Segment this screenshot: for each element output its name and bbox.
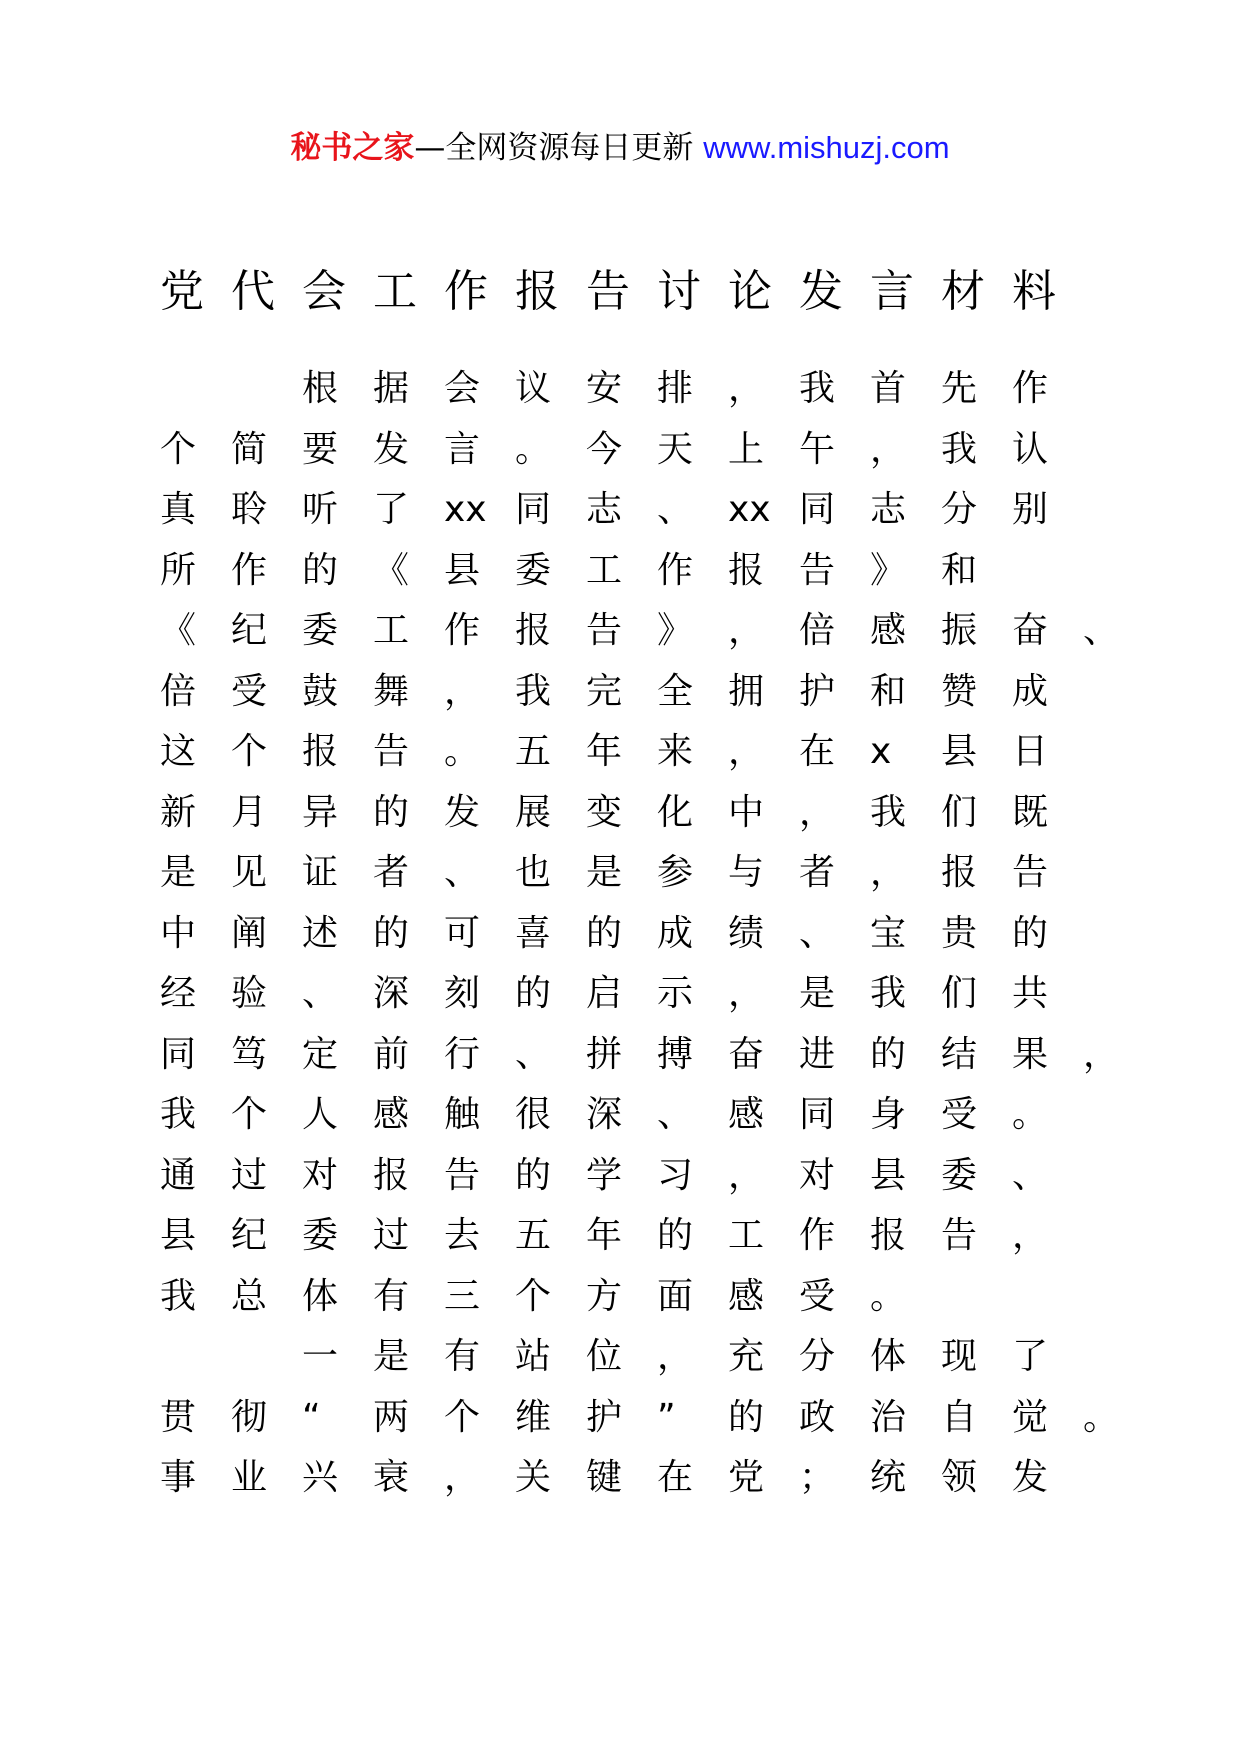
site-url-link[interactable]: www.mishuzj.com <box>703 130 950 165</box>
paragraph-line: 经 验 、 深 刻 的 启 示 ， 是 我 们 共 <box>160 973 1049 1014</box>
paragraph-line: 事 业 兴 衰 ， 关 键 在 党 ； 统 领 发 <box>160 1457 1049 1498</box>
document-body <box>160 359 1160 1509</box>
paragraph-line: 中 阐 述 的 可 喜 的 成 绩 、 宝 贵 的 <box>160 912 1049 954</box>
document-title: 党代会工作报告讨论发言材料 <box>160 266 1083 317</box>
site-slogan: —全网资源每日更新 <box>414 130 694 166</box>
paragraph-line: 所 作 的 《 县 委 工 作 报 告 》 和 <box>160 549 978 591</box>
paragraph-line: 我 总 体 有 三 个 方 面 感 受 。 <box>160 1275 907 1317</box>
paragraph-line: 真 聆 听 了 xx 同 志 、 xx 同 志 分 别 <box>160 489 1049 530</box>
paragraph-line: 我 个 人 感 触 很 深 、 感 同 身 受 。 <box>160 1094 1049 1135</box>
paragraph-line: 贯 彻 “ 两 个 维 护 ” 的 政 治 自 觉 。 <box>160 1396 1120 1438</box>
paragraph-line: 是 见 证 者 、 也 是 参 与 者 ， 报 告 <box>160 852 1049 893</box>
paragraph-line: 县 纪 委 过 去 五 年 的 工 作 报 告 ， <box>160 1215 1049 1256</box>
paragraph-line: 新 月 异 的 发 展 变 化 中 ， 我 们 既 <box>160 791 1049 833</box>
site-header <box>0 128 1240 168</box>
paragraph-line: 《 纪 委 工 作 报 告 》 ， 倍 感 振 奋 、 <box>160 610 1120 651</box>
paragraph-line: 同 笃 定 前 行 、 拼 搏 奋 进 的 结 果 ， <box>160 1033 1120 1075</box>
paragraph-line: 这 个 报 告 。 五 年 来 ， 在 x 县 日 <box>160 731 1049 772</box>
paragraph-line: 个 简 要 发 言 。 今 天 上 午 ， 我 认 <box>160 428 1049 470</box>
paragraph-line: 根 据 会 议 安 排 ， 我 首 先 作 <box>302 368 1049 409</box>
paragraph-line: 倍 受 鼓 舞 ， 我 完 全 拥 护 和 赞 成 <box>160 670 1049 712</box>
paragraph-line: 通 过 对 报 告 的 学 习 ， 对 县 委 、 <box>160 1154 1049 1196</box>
site-brand: 秘书之家 <box>290 130 415 166</box>
paragraph-line: 一 是 有 站 位 ， 充 分 体 现 了 <box>302 1336 1049 1377</box>
